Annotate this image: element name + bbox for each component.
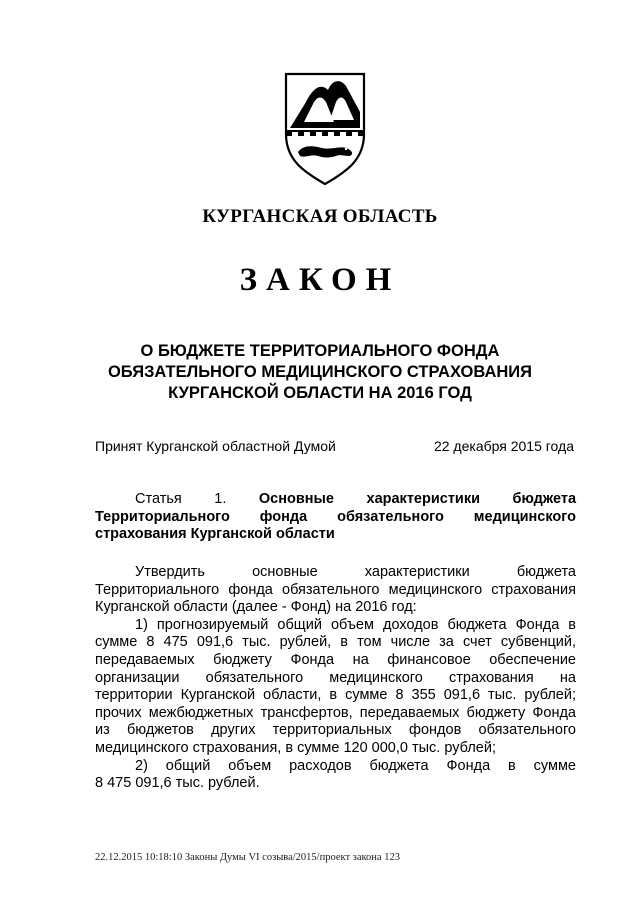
paragraph-line: прочих межбюджетных трансфертов, передаваемых бюджету Фонда — [95, 704, 576, 721]
article-body — [95, 564, 576, 793]
article-number: Статья 1. — [135, 491, 227, 507]
region-name: КУРГАНСКАЯ ОБЛАСТЬ — [202, 206, 438, 227]
paragraph-line: медицинского страхования, в сумме 120 000,0 тыс. рублей; — [95, 739, 496, 756]
law-title-line: КУРГАНСКОЙ ОБЛАСТИ НА 2016 ГОД — [168, 384, 472, 402]
paragraph-line: 2) общий объем расходов бюджета Фонда в сумме — [135, 757, 576, 774]
paragraph-line: территории Курганской области, в сумме 8 355 091,6 тыс. рублей; — [95, 687, 576, 704]
article-heading — [95, 491, 576, 544]
file-path-footer: 22.12.2015 10:18:10 Законы Думы VI созыва/2015/проект закона 123 — [95, 852, 400, 863]
paragraph-line: из бюджетов других территориальных фондов обязательного — [95, 722, 576, 739]
paragraph-line: сумме 8 475 091,6 тыс. рублей, в том числе за счет субвенций, — [95, 634, 576, 651]
article-heading-line: страхования Курганской области — [95, 526, 335, 543]
paragraph-line: 8 475 091,6 тыс. рублей. — [95, 775, 260, 792]
adopted-by: Принят Курганской областной Думой — [95, 438, 336, 454]
article-heading-text: Основные характеристики бюджета — [258, 491, 577, 507]
paragraph-line: организации обязательного медицинского страхования на — [95, 669, 576, 686]
paragraph-line: 1) прогнозируемый общий объем доходов бюджета Фонда в — [135, 616, 576, 633]
article-heading-line: Территориального фонда обязательного медицинского — [95, 508, 576, 525]
paragraph-line: Утвердить основные характеристики бюджета — [135, 564, 576, 580]
paragraph-line: Территориального фонда обязательного медицинского страхования — [95, 581, 576, 598]
law-title — [60, 341, 580, 404]
adopted-date: 22 декабря 2015 года — [433, 438, 574, 454]
law-title-line: ОБЯЗАТЕЛЬНОГО МЕДИЦИНСКОГО СТРАХОВАНИЯ — [107, 363, 533, 381]
document-type: ЗАКОН — [239, 262, 401, 298]
coat-of-arms-icon — [284, 72, 366, 186]
paragraph-line: Курганской области (далее - Фонд) на 2016 год: — [95, 599, 417, 616]
article-heading-line — [95, 491, 576, 509]
law-title-line: О БЮДЖЕТЕ ТЕРРИТОРИАЛЬНОГО ФОНДА — [140, 342, 500, 360]
paragraph-line: передаваемых бюджету Фонда на финансовое обеспечение — [95, 651, 576, 668]
